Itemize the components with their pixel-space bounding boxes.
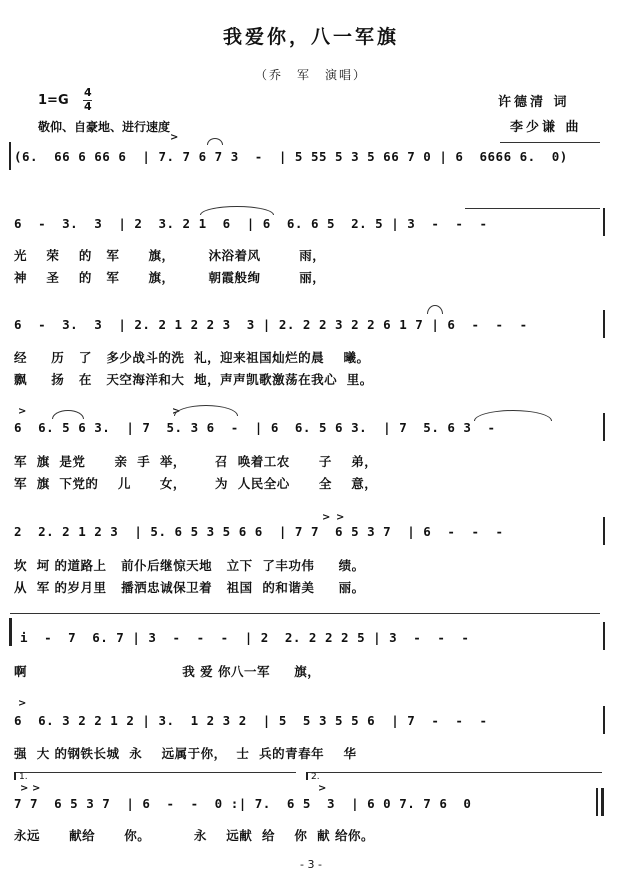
- accent-mark: >: [172, 406, 181, 417]
- barline: [603, 706, 605, 734]
- volta-1-bracket: [14, 772, 296, 773]
- lyrics-verse1-line-2: 光 荣 的 军 旗， 沐浴着风 雨，: [14, 248, 326, 263]
- lyrics-verse1-line-5: 坎 坷 的道路上 前仆后继惊天地 立下 了丰功伟 绩。: [14, 558, 365, 573]
- volta-2-label: 2.: [311, 772, 320, 782]
- notation-line-8: 7 7 6 5 3 7 | 6 - - 0 :| 7. 6 5 3 | 6 0 7. 7 6 0: [14, 796, 472, 811]
- lyrics-verse1-line-3: 经 历 了 多少战斗的洗 礼，迎来祖国灿烂的晨 曦。: [14, 350, 370, 365]
- barline: [603, 622, 605, 650]
- notation-line-7: 6 6. 3 2 2 1 2 | 3. 1 2 3 2 | 5 5 3 5 5 6 | 7 - - -: [14, 713, 488, 728]
- song-title: 我爱你，八一军旗: [222, 26, 399, 48]
- final-barline-thin: [596, 788, 598, 816]
- barline: [603, 310, 605, 338]
- barline: [603, 517, 605, 545]
- beam-line: [10, 613, 600, 614]
- volta-1-label: 1.: [19, 772, 28, 782]
- fermata-slur: [427, 305, 443, 314]
- accent-mark: >: [322, 512, 331, 523]
- lyrics-line-8: 永远 献给 你。 永 远献 给 你 献 给你。: [14, 828, 374, 843]
- key-signature: 1=G: [38, 93, 69, 108]
- page-number: - 3 -: [300, 858, 322, 871]
- slur: [174, 405, 238, 416]
- notation-line-1: (6. 66 6 66 6 | 7. 7 6 7 3 - | 5 55 5 3 5 66 7 0 | 6 6666 6. 0): [14, 149, 568, 164]
- beam-line: [465, 208, 600, 209]
- time-signature-top: 4: [84, 86, 92, 99]
- volta-1-hook: [14, 772, 16, 780]
- barline: [603, 413, 605, 441]
- beam-line: [500, 142, 600, 143]
- tempo-marking: 敬仰、自豪地、进行速度: [38, 120, 171, 134]
- accent-mark: >: [18, 406, 27, 417]
- accent-mark: >: [18, 698, 27, 709]
- lyrics-verse1-line-4: 军 旗 是党 亲 手 举， 召 唤着工农 子 弟，: [14, 454, 378, 469]
- accent-mark: >: [32, 783, 41, 794]
- accent-mark: >: [170, 132, 179, 143]
- final-barline-thick: [601, 788, 604, 816]
- notation-line-2: 6 - 3. 3 | 2 3. 2 1 6 | 6 6. 6 5 2. 5 | 3 - - -: [14, 216, 488, 231]
- volta-2-bracket: [306, 772, 602, 773]
- repeat-start-barline: [9, 618, 12, 646]
- volta-2-hook: [306, 772, 308, 780]
- lyrics-line-7: 强 大 的钢铁长城 永 远属于你， 士 兵的青春年 华: [14, 746, 357, 761]
- lyrics-verse2-line-3: 飘 扬 在 天空海洋和大 地，声声凯歌激荡在我心 里。: [14, 372, 373, 387]
- lyrics-verse2-line-2: 神 圣 的 军 旗， 朝霞般绚 丽，: [14, 270, 326, 285]
- time-signature-bottom: 4: [84, 100, 92, 113]
- barline: [603, 208, 605, 236]
- notation-line-3: 6 - 3. 3 | 2. 2 1 2 2 3 3 | 2. 2 2 3 2 2 6 1 7 | 6 - - -: [14, 317, 528, 332]
- barline: [9, 142, 11, 170]
- singer-credit: （乔 军 演唱）: [254, 68, 367, 82]
- accent-mark: >: [336, 512, 345, 523]
- lyrics-verse2-line-5: 从 军 的岁月里 播洒忠诚保卫着 祖国 的和谐美 丽。: [14, 580, 365, 595]
- slur: [52, 410, 84, 419]
- accent-mark: >: [318, 783, 327, 794]
- notation-line-5: 2 2. 2 1 2 3 | 5. 6 5 3 5 6 6 | 7 7 6 5 3 7 | 6 - - -: [14, 524, 504, 539]
- lyricist-credit: 许德清 词: [498, 95, 570, 110]
- slur: [207, 138, 223, 145]
- lyrics-line-6: 啊 我 爱 你八一军 旗，: [14, 664, 321, 679]
- lyrics-verse2-line-4: 军 旗 下党的 儿 女， 为 人民全心 全 意，: [14, 476, 378, 491]
- slur: [200, 206, 274, 215]
- composer-credit: 李少谦 曲: [510, 120, 582, 135]
- notation-line-4: 6 6. 5 6 3. | 7 5. 3 6 - | 6 6. 5 6 3. | 7 5. 6 3 -: [14, 420, 496, 435]
- notation-line-6: i - 7 6. 7 | 3 - - - | 2 2. 2 2 2 5 | 3 - - -: [20, 630, 470, 645]
- accent-mark: >: [20, 783, 29, 794]
